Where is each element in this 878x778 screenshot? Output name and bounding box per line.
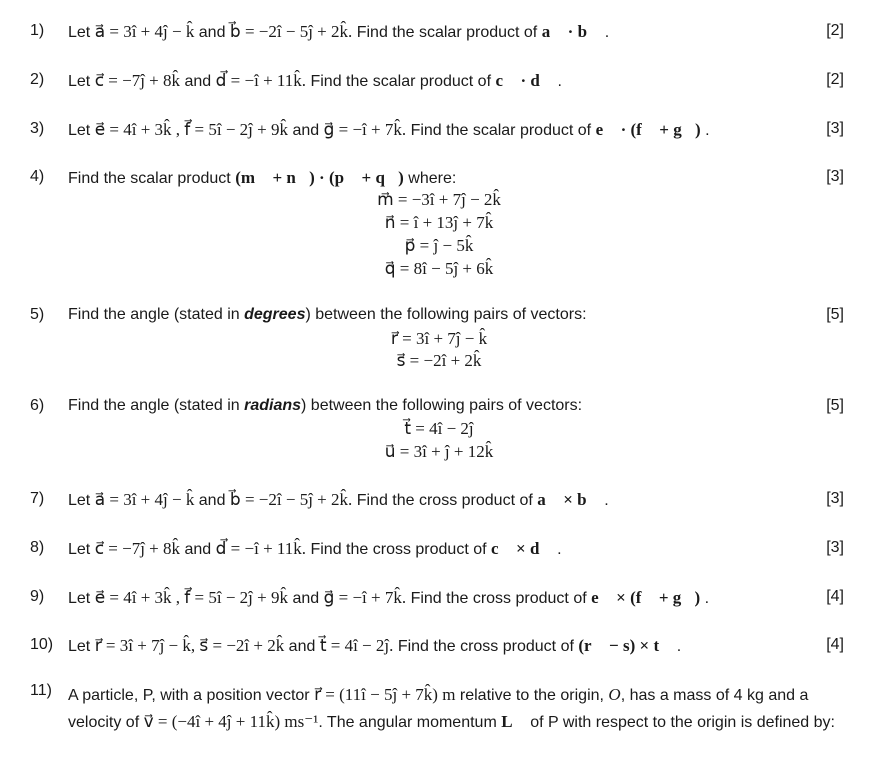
question-text: Let c⃗ = −7ĵ + 8k̂ and d⃗ = −î + 11k̂. Find the cross product of c⃗ × d⃗ . [68,539,562,558]
question-text: Let e⃗ = 4î + 3k̂ , f⃗ = 5î − 2ĵ + 9k̂ and g⃗ = −î + 7k̂. Find the scalar product of e⃗ · (f⃗ + g⃗) . [68,120,710,139]
marks: [5] [826,397,844,414]
question-text: Let a⃗ = 3î + 4ĵ − k̂ and b⃗ = −2î − 5ĵ + 2k̂. Find the scalar product of a⃗ · b⃗ . [68,22,610,41]
marks: [2] [826,22,844,39]
marks: [4] [826,636,844,653]
question-number: 6) [30,397,45,414]
vector-definition: t⃗ = 4î − 2ĵ [404,419,474,438]
question-text: Find the angle (stated in radians) between the following pairs of vectors: [68,397,583,414]
vector-definition: n⃗ = î + 13ĵ + 7k̂ [384,213,494,232]
marks: [2] [826,71,844,88]
question-text: Find the scalar product (m⃗ + n⃗) · (p⃗ + q⃗) where: [68,168,457,187]
question-number: 9) [30,588,45,605]
question-number: 5) [30,306,45,323]
question-number: 10) [30,636,54,653]
vector-definition: p⃗ = ĵ − 5k̂ [404,236,474,255]
question-text: Let r⃗ = 3î + 7ĵ − k̂, s⃗ = −2î + 2k̂ and t⃗ = 4î − 2ĵ. Find the cross product of (r⃗ − s) × t⃗ . [68,636,682,655]
vector-definition: s⃗ = −2î + 2k̂ [396,351,482,370]
question-number: 2) [30,71,45,88]
marks: [3] [826,490,844,507]
question-number: 1) [30,22,45,39]
vector-definition: m⃗ = −3î + 7ĵ − 2k̂ [377,190,501,209]
question-number: 4) [30,168,45,185]
question-text: A particle, P, with a position vector r⃗ = (11î − 5ĵ + 7k̂) m relative to the origin, O, has a mass of 4 kg and a velocity of v⃗ = (−4î + 4ĵ + 11k̂) ms⁻¹. The angular momentum L⃗ of P with respect to the origin is defined by: [68,685,835,731]
marks: [4] [826,588,844,605]
question-text: Let c⃗ = −7ĵ + 8k̂ and d⃗ = −î + 11k̂. Find the scalar product of c⃗ · d⃗ . [68,71,562,90]
vector-definition: q⃗ = 8î − 5ĵ + 6k̂ [384,259,494,278]
marks: [3] [826,120,844,137]
question-text: Find the angle (stated in degrees) between the following pairs of vectors: [68,306,587,323]
vector-definition: r⃗ = 3î + 7ĵ − k̂ [390,329,488,348]
question-number: 3) [30,120,45,137]
marks: [3] [826,539,844,556]
question-number: 8) [30,539,45,556]
marks: [5] [826,306,844,323]
vector-definition: u⃗ = 3î + ĵ + 12k̂ [384,442,494,461]
marks: [3] [826,168,844,185]
question-text: Let e⃗ = 4î + 3k̂ , f⃗ = 5î − 2ĵ + 9k̂ and g⃗ = −î + 7k̂. Find the cross product of e⃗ × (f⃗ + g⃗) . [68,588,710,607]
question-number: 7) [30,490,45,507]
question-number: 11) [30,682,52,699]
question-text: Let a⃗ = 3î + 4ĵ − k̂ and b⃗ = −2î − 5ĵ + 2k̂. Find the cross product of a⃗ × b⃗ . [68,490,609,509]
